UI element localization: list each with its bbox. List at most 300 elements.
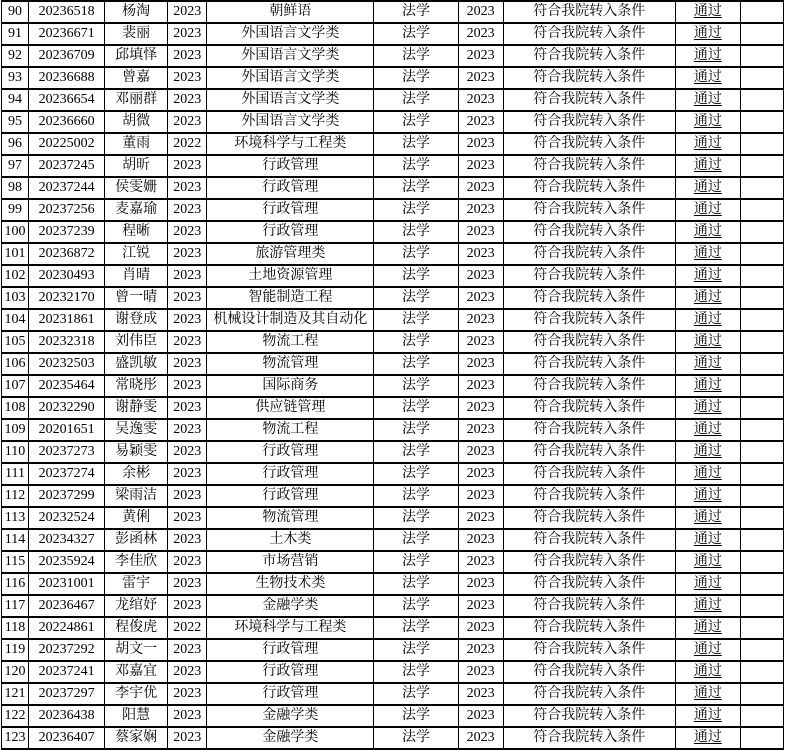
result-cell — [675, 111, 740, 133]
result-cell — [675, 1, 740, 23]
target-year-cell: 2023 — [458, 705, 503, 727]
student-name-cell: 谢登成 — [105, 309, 168, 331]
result-cell — [675, 529, 740, 551]
review-opinion-cell: 符合我院转入条件 — [503, 441, 675, 463]
result-text: 通过 — [693, 488, 722, 503]
review-opinion-cell: 符合我院转入条件 — [503, 89, 675, 111]
target-major-cell: 法学 — [374, 705, 458, 727]
student-name-cell: 胡微 — [105, 111, 168, 133]
result-cell — [675, 661, 740, 683]
table-row — [2, 419, 784, 441]
original-major-cell: 金融学类 — [207, 727, 374, 749]
student-id-cell: 20231001 — [29, 573, 105, 595]
student-transfer-table — [1, 0, 784, 750]
student-name-cell: 彭函林 — [105, 529, 168, 551]
original-major-cell: 供应链管理 — [207, 397, 374, 419]
target-major-cell: 法学 — [374, 485, 458, 507]
student-id-cell: 20237245 — [29, 155, 105, 177]
table-row — [2, 639, 784, 661]
student-id-cell: 20237239 — [29, 221, 105, 243]
table-row — [2, 243, 784, 265]
student-name-cell: 李佳欣 — [105, 551, 168, 573]
original-major-cell: 环境科学与工程类 — [207, 617, 374, 639]
original-major-cell: 外国语言文学类 — [207, 67, 374, 89]
target-year-cell: 2023 — [458, 23, 503, 45]
student-id-cell: 20236671 — [29, 23, 105, 45]
student-name-cell: 董雨 — [105, 133, 168, 155]
student-id-cell: 20237256 — [29, 199, 105, 221]
target-year-cell: 2023 — [458, 639, 503, 661]
target-year-cell: 2023 — [458, 155, 503, 177]
table-row — [2, 727, 784, 749]
grade-year-cell: 2023 — [168, 485, 207, 507]
review-opinion-cell: 符合我院转入条件 — [503, 419, 675, 441]
target-year-cell: 2023 — [458, 67, 503, 89]
result-cell — [675, 221, 740, 243]
student-id-cell: 20237244 — [29, 177, 105, 199]
result-cell — [675, 45, 740, 67]
empty-cell — [740, 265, 783, 287]
review-opinion-cell: 符合我院转入条件 — [503, 661, 675, 683]
result-cell — [675, 727, 740, 749]
table-row — [2, 353, 784, 375]
table-row — [2, 617, 784, 639]
result-cell — [675, 595, 740, 617]
student-name-cell: 黄俐 — [105, 507, 168, 529]
row-number-cell: 108 — [2, 397, 29, 419]
review-opinion-cell: 符合我院转入条件 — [503, 551, 675, 573]
student-id-cell: 20236872 — [29, 243, 105, 265]
empty-cell — [740, 243, 783, 265]
result-cell — [675, 463, 740, 485]
target-year-cell: 2023 — [458, 133, 503, 155]
row-number-cell: 117 — [2, 595, 29, 617]
result-cell — [675, 551, 740, 573]
student-id-cell: 20230493 — [29, 265, 105, 287]
review-opinion-cell: 符合我院转入条件 — [503, 287, 675, 309]
original-major-cell: 朝鲜语 — [207, 1, 374, 23]
original-major-cell: 行政管理 — [207, 199, 374, 221]
original-major-cell: 外国语言文学类 — [207, 111, 374, 133]
original-major-cell: 行政管理 — [207, 683, 374, 705]
result-cell — [675, 133, 740, 155]
target-major-cell: 法学 — [374, 551, 458, 573]
row-number-cell: 113 — [2, 507, 29, 529]
target-major-cell: 法学 — [374, 683, 458, 705]
empty-cell — [740, 683, 783, 705]
target-major-cell: 法学 — [374, 155, 458, 177]
row-number-cell: 109 — [2, 419, 29, 441]
result-text: 通过 — [693, 180, 722, 195]
row-number-cell: 103 — [2, 287, 29, 309]
student-name-cell: 盛凯敏 — [105, 353, 168, 375]
target-major-cell: 法学 — [374, 419, 458, 441]
grade-year-cell: 2023 — [168, 573, 207, 595]
student-id-cell: 20232290 — [29, 397, 105, 419]
original-major-cell: 市场营销 — [207, 551, 374, 573]
target-major-cell: 法学 — [374, 1, 458, 23]
empty-cell — [740, 23, 783, 45]
table-row — [2, 199, 784, 221]
review-opinion-cell: 符合我院转入条件 — [503, 617, 675, 639]
grade-year-cell: 2023 — [168, 67, 207, 89]
result-cell — [675, 573, 740, 595]
row-number-cell: 122 — [2, 705, 29, 727]
table-row — [2, 705, 784, 727]
empty-cell — [740, 463, 783, 485]
grade-year-cell: 2023 — [168, 199, 207, 221]
empty-cell — [740, 507, 783, 529]
target-major-cell: 法学 — [374, 353, 458, 375]
row-number-cell: 101 — [2, 243, 29, 265]
review-opinion-cell: 符合我院转入条件 — [503, 23, 675, 45]
target-major-cell: 法学 — [374, 441, 458, 463]
student-name-cell: 刘伟臣 — [105, 331, 168, 353]
empty-cell — [740, 67, 783, 89]
empty-cell — [740, 199, 783, 221]
result-text: 通过 — [693, 114, 722, 129]
table-row — [2, 485, 784, 507]
student-id-cell: 20236654 — [29, 89, 105, 111]
result-text: 通过 — [693, 70, 722, 85]
result-cell — [675, 683, 740, 705]
student-id-cell: 20237273 — [29, 441, 105, 463]
table-row — [2, 1, 784, 23]
result-cell — [675, 309, 740, 331]
student-id-cell: 20235924 — [29, 551, 105, 573]
target-year-cell: 2023 — [458, 243, 503, 265]
student-id-cell: 20232503 — [29, 353, 105, 375]
table-row — [2, 683, 784, 705]
grade-year-cell: 2023 — [168, 155, 207, 177]
grade-year-cell: 2023 — [168, 463, 207, 485]
empty-cell — [740, 595, 783, 617]
original-major-cell: 智能制造工程 — [207, 287, 374, 309]
target-year-cell: 2023 — [458, 265, 503, 287]
target-year-cell: 2023 — [458, 177, 503, 199]
review-opinion-cell: 符合我院转入条件 — [503, 705, 675, 727]
target-year-cell: 2023 — [458, 441, 503, 463]
review-opinion-cell: 符合我院转入条件 — [503, 243, 675, 265]
target-major-cell: 法学 — [374, 309, 458, 331]
student-id-cell: 20237241 — [29, 661, 105, 683]
original-major-cell: 金融学类 — [207, 595, 374, 617]
student-id-cell: 20236407 — [29, 727, 105, 749]
row-number-cell: 118 — [2, 617, 29, 639]
student-name-cell: 侯雯姗 — [105, 177, 168, 199]
result-cell — [675, 419, 740, 441]
result-cell — [675, 705, 740, 727]
table-row — [2, 265, 784, 287]
grade-year-cell: 2023 — [168, 441, 207, 463]
student-name-cell: 曾一晴 — [105, 287, 168, 309]
student-id-cell: 20237274 — [29, 463, 105, 485]
result-cell — [675, 331, 740, 353]
result-cell — [675, 67, 740, 89]
student-id-cell: 20236709 — [29, 45, 105, 67]
row-number-cell: 104 — [2, 309, 29, 331]
target-major-cell: 法学 — [374, 221, 458, 243]
student-name-cell: 程俊虎 — [105, 617, 168, 639]
student-name-cell: 邓丽群 — [105, 89, 168, 111]
target-year-cell: 2023 — [458, 111, 503, 133]
grade-year-cell: 2023 — [168, 419, 207, 441]
original-major-cell: 外国语言文学类 — [207, 89, 374, 111]
row-number-cell: 93 — [2, 67, 29, 89]
target-major-cell: 法学 — [374, 397, 458, 419]
empty-cell — [740, 705, 783, 727]
student-id-cell: 20237297 — [29, 683, 105, 705]
original-major-cell: 外国语言文学类 — [207, 23, 374, 45]
review-opinion-cell: 符合我院转入条件 — [503, 727, 675, 749]
grade-year-cell: 2023 — [168, 243, 207, 265]
student-name-cell: 胡文一 — [105, 639, 168, 661]
target-year-cell: 2023 — [458, 573, 503, 595]
result-text: 通过 — [693, 224, 722, 239]
row-number-cell: 99 — [2, 199, 29, 221]
result-text: 通过 — [693, 290, 722, 305]
grade-year-cell: 2023 — [168, 89, 207, 111]
grade-year-cell: 2023 — [168, 639, 207, 661]
row-number-cell: 97 — [2, 155, 29, 177]
original-major-cell: 行政管理 — [207, 177, 374, 199]
target-year-cell: 2023 — [458, 617, 503, 639]
row-number-cell: 96 — [2, 133, 29, 155]
grade-year-cell: 2023 — [168, 397, 207, 419]
result-cell — [675, 617, 740, 639]
original-major-cell: 外国语言文学类 — [207, 45, 374, 67]
grade-year-cell: 2023 — [168, 683, 207, 705]
target-year-cell: 2023 — [458, 727, 503, 749]
review-opinion-cell: 符合我院转入条件 — [503, 1, 675, 23]
student-name-cell: 李宇优 — [105, 683, 168, 705]
result-text: 通过 — [693, 532, 722, 547]
result-cell — [675, 639, 740, 661]
table-row — [2, 529, 784, 551]
result-text: 通过 — [693, 26, 722, 41]
grade-year-cell: 2023 — [168, 331, 207, 353]
result-text: 通过 — [693, 510, 722, 525]
table-row — [2, 177, 784, 199]
student-name-cell: 龙绾妤 — [105, 595, 168, 617]
original-major-cell: 物流管理 — [207, 353, 374, 375]
review-opinion-cell: 符合我院转入条件 — [503, 529, 675, 551]
grade-year-cell: 2023 — [168, 23, 207, 45]
target-major-cell: 法学 — [374, 67, 458, 89]
row-number-cell: 119 — [2, 639, 29, 661]
table-row — [2, 331, 784, 353]
target-year-cell: 2023 — [458, 507, 503, 529]
review-opinion-cell: 符合我院转入条件 — [503, 111, 675, 133]
empty-cell — [740, 419, 783, 441]
original-major-cell: 物流管理 — [207, 507, 374, 529]
student-id-cell: 20201651 — [29, 419, 105, 441]
row-number-cell: 116 — [2, 573, 29, 595]
grade-year-cell: 2023 — [168, 551, 207, 573]
review-opinion-cell: 符合我院转入条件 — [503, 485, 675, 507]
row-number-cell: 121 — [2, 683, 29, 705]
review-opinion-cell: 符合我院转入条件 — [503, 133, 675, 155]
review-opinion-cell: 符合我院转入条件 — [503, 67, 675, 89]
result-cell — [675, 265, 740, 287]
student-name-cell: 常晓彤 — [105, 375, 168, 397]
student-name-cell: 程晰 — [105, 221, 168, 243]
target-year-cell: 2023 — [458, 529, 503, 551]
empty-cell — [740, 441, 783, 463]
grade-year-cell: 2023 — [168, 221, 207, 243]
result-text: 通过 — [693, 202, 722, 217]
student-id-cell: 20236518 — [29, 1, 105, 23]
student-id-cell: 20232170 — [29, 287, 105, 309]
student-name-cell: 吴逸雯 — [105, 419, 168, 441]
review-opinion-cell: 符合我院转入条件 — [503, 177, 675, 199]
result-text: 通过 — [693, 312, 722, 327]
grade-year-cell: 2023 — [168, 309, 207, 331]
original-major-cell: 行政管理 — [207, 221, 374, 243]
empty-cell — [740, 155, 783, 177]
grade-year-cell: 2023 — [168, 595, 207, 617]
row-number-cell: 107 — [2, 375, 29, 397]
review-opinion-cell: 符合我院转入条件 — [503, 463, 675, 485]
grade-year-cell: 2023 — [168, 45, 207, 67]
empty-cell — [740, 287, 783, 309]
target-year-cell: 2023 — [458, 89, 503, 111]
review-opinion-cell: 符合我院转入条件 — [503, 507, 675, 529]
original-major-cell: 土木类 — [207, 529, 374, 551]
empty-cell — [740, 551, 783, 573]
target-year-cell: 2023 — [458, 485, 503, 507]
result-cell — [675, 177, 740, 199]
result-text: 通过 — [693, 686, 722, 701]
student-id-cell: 20234327 — [29, 529, 105, 551]
grade-year-cell: 2023 — [168, 727, 207, 749]
student-name-cell: 杨淘 — [105, 1, 168, 23]
target-major-cell: 法学 — [374, 595, 458, 617]
table-row — [2, 661, 784, 683]
empty-cell — [740, 177, 783, 199]
empty-cell — [740, 221, 783, 243]
grade-year-cell: 2023 — [168, 375, 207, 397]
target-major-cell: 法学 — [374, 617, 458, 639]
result-cell — [675, 155, 740, 177]
row-number-cell: 98 — [2, 177, 29, 199]
target-year-cell: 2023 — [458, 595, 503, 617]
result-cell — [675, 397, 740, 419]
student-name-cell: 邱填怿 — [105, 45, 168, 67]
grade-year-cell: 2023 — [168, 111, 207, 133]
target-major-cell: 法学 — [374, 507, 458, 529]
result-text: 通过 — [693, 576, 722, 591]
original-major-cell: 土地资源管理 — [207, 265, 374, 287]
row-number-cell: 123 — [2, 727, 29, 749]
result-text: 通过 — [693, 158, 722, 173]
result-text: 通过 — [693, 554, 722, 569]
empty-cell — [740, 529, 783, 551]
grade-year-cell: 2023 — [168, 661, 207, 683]
result-cell — [675, 507, 740, 529]
empty-cell — [740, 661, 783, 683]
student-id-cell: 20235464 — [29, 375, 105, 397]
target-year-cell: 2023 — [458, 683, 503, 705]
original-major-cell: 行政管理 — [207, 441, 374, 463]
result-text: 通过 — [693, 664, 722, 679]
student-name-cell: 裴丽 — [105, 23, 168, 45]
grade-year-cell: 2023 — [168, 287, 207, 309]
empty-cell — [740, 331, 783, 353]
target-year-cell: 2023 — [458, 353, 503, 375]
table-row — [2, 397, 784, 419]
table-row — [2, 441, 784, 463]
result-text: 通过 — [693, 92, 722, 107]
empty-cell — [740, 111, 783, 133]
target-major-cell: 法学 — [374, 287, 458, 309]
target-major-cell: 法学 — [374, 243, 458, 265]
review-opinion-cell: 符合我院转入条件 — [503, 683, 675, 705]
student-id-cell: 20236438 — [29, 705, 105, 727]
row-number-cell: 110 — [2, 441, 29, 463]
target-major-cell: 法学 — [374, 111, 458, 133]
target-major-cell: 法学 — [374, 727, 458, 749]
grade-year-cell: 2023 — [168, 1, 207, 23]
review-opinion-cell: 符合我院转入条件 — [503, 375, 675, 397]
grade-year-cell: 2023 — [168, 265, 207, 287]
student-name-cell: 肖晴 — [105, 265, 168, 287]
student-id-cell: 20231861 — [29, 309, 105, 331]
row-number-cell: 95 — [2, 111, 29, 133]
student-id-cell: 20237292 — [29, 639, 105, 661]
review-opinion-cell: 符合我院转入条件 — [503, 199, 675, 221]
table-row — [2, 45, 784, 67]
result-cell — [675, 89, 740, 111]
grade-year-cell: 2022 — [168, 617, 207, 639]
original-major-cell: 行政管理 — [207, 463, 374, 485]
row-number-cell: 105 — [2, 331, 29, 353]
table-row — [2, 67, 784, 89]
target-year-cell: 2023 — [458, 397, 503, 419]
review-opinion-cell: 符合我院转入条件 — [503, 45, 675, 67]
table-row — [2, 573, 784, 595]
review-opinion-cell: 符合我院转入条件 — [503, 573, 675, 595]
target-major-cell: 法学 — [374, 375, 458, 397]
empty-cell — [740, 133, 783, 155]
original-major-cell: 环境科学与工程类 — [207, 133, 374, 155]
result-text: 通过 — [693, 422, 722, 437]
target-year-cell: 2023 — [458, 309, 503, 331]
grade-year-cell: 2023 — [168, 177, 207, 199]
target-major-cell: 法学 — [374, 177, 458, 199]
result-text: 通过 — [693, 708, 722, 723]
table-row — [2, 111, 784, 133]
result-text: 通过 — [693, 48, 722, 63]
student-id-cell: 20236467 — [29, 595, 105, 617]
review-opinion-cell: 符合我院转入条件 — [503, 595, 675, 617]
result-text: 通过 — [693, 642, 722, 657]
empty-cell — [740, 639, 783, 661]
original-major-cell: 金融学类 — [207, 705, 374, 727]
row-number-cell: 111 — [2, 463, 29, 485]
target-major-cell: 法学 — [374, 331, 458, 353]
student-name-cell: 胡昕 — [105, 155, 168, 177]
empty-cell — [740, 573, 783, 595]
table-body — [2, 1, 784, 749]
student-id-cell: 20232318 — [29, 331, 105, 353]
review-opinion-cell: 符合我院转入条件 — [503, 353, 675, 375]
result-text: 通过 — [693, 268, 722, 283]
empty-cell — [740, 89, 783, 111]
target-major-cell: 法学 — [374, 199, 458, 221]
grade-year-cell: 2023 — [168, 353, 207, 375]
target-year-cell: 2023 — [458, 1, 503, 23]
